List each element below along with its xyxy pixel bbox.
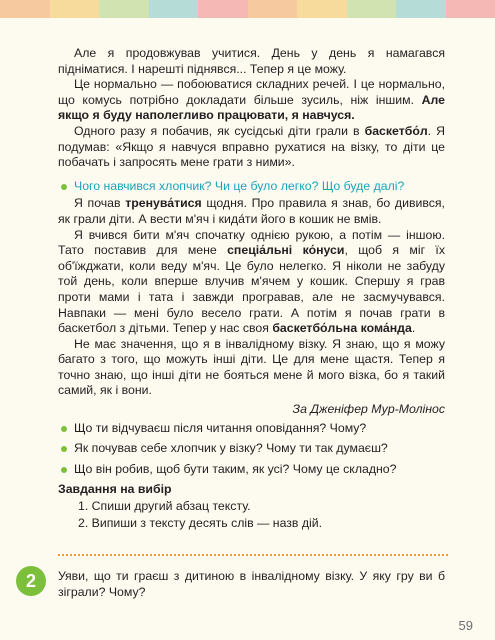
text-span: Одного разу я побачив, як сусідські діти грали в (74, 123, 365, 138)
question-text: Як почував себе хлопчик у візку? Чому ти так думаєш? (74, 441, 388, 456)
teal-question (58, 179, 445, 195)
paragraph-2 (58, 77, 445, 124)
top-color-bar (0, 0, 495, 18)
bold-text: баскетбо́л (364, 123, 428, 138)
page-number: 59 (458, 618, 473, 633)
author-attribution: За Дженіфер Мур-Молінос (292, 402, 445, 417)
paragraph-6: Не має значення, що я в інвалідному візку. Я знаю, що я можу багато з того, що можуть інші діти. Це для мене щастя. Тепер я точно знаю, що інші діти не бояться мене й мого візка, бо я такий самий, як і вони. (58, 336, 445, 398)
color-segment (149, 0, 199, 18)
task-item: 1. Спиши другий абзац тексту. (78, 499, 251, 514)
color-segment (50, 0, 100, 18)
bold-text: баскетбо́льна кома́нда (272, 321, 412, 336)
paragraph-3 (58, 124, 445, 171)
paragraph-4 (58, 196, 445, 227)
color-segment (396, 0, 446, 18)
task-item: 2. Випиши з тексту десять слів — назв дій. (78, 515, 323, 530)
exercise-number-badge: 2 (16, 566, 46, 596)
text-span: . Я подумав: «Якщо я навчуся вправно рухатися на візку, то діти це побачать і запросять мене грати з ними». (58, 123, 445, 170)
paragraph-1: Але я продовжував учитися. День у день я намагався підніматися. І нарешті піднявся... Тепер я це можу. (58, 46, 445, 76)
text-span: щодня. Про правила я знав, бо дивився, як грали діти. А вести м'яч і кида́ти його в кошик не вмів. (58, 196, 445, 226)
question-text: Що ти відчуваєш після читання оповідання? Чому? (74, 420, 367, 435)
color-segment (297, 0, 347, 18)
color-segment (99, 0, 149, 18)
color-segment (446, 0, 495, 18)
color-segment (0, 0, 50, 18)
bullet-icon (61, 426, 67, 432)
question-list (58, 421, 445, 478)
bold-text: Але якщо я буду наполегливо працювати, я навчуся. (58, 92, 445, 123)
question-item (58, 441, 445, 457)
bullet-icon (61, 184, 67, 190)
paragraph-5 (58, 228, 445, 337)
bold-text: тренува́тися (125, 196, 202, 211)
teal-question-text: Чого навчився хлопчик? Чи це було легко? Що буде далі? (74, 178, 405, 193)
question-text: Що він робив, щоб бути таким, як усі? Чому це складно? (74, 461, 397, 476)
exercise-text: Уяви, що ти граєш з дитиною в інвалідному візку. У яку гру ви б зіграли? Чому? (58, 569, 445, 599)
question-item (58, 421, 445, 437)
text-span: , щоб я міг їх об'їжджати, коли веду м'яч. Це було нелегко. Я ніколи не забуду той день, коли вперше влучив м'ячем у кошик. Спершу я грав проти мами і тата і завжди програвав, але не засмучувався. Навпаки — мені було весело грати. А потім я почав грати в баскетбол з дітьми. Тепер у нас своя (58, 243, 445, 336)
color-segment (198, 0, 248, 18)
text-span: Це нормально — побоюватися складних речей. І це нормально, що комусь потрібно докладати більше зусиль, ніж іншим. (58, 77, 445, 107)
bold-text: спеціа́льні ко́нуси (227, 243, 345, 258)
color-segment (347, 0, 397, 18)
bullet-icon (61, 446, 67, 452)
task-list (58, 499, 445, 531)
question-item (58, 462, 445, 478)
story-content (58, 46, 445, 532)
text-span: . (411, 321, 416, 336)
color-segment (248, 0, 298, 18)
text-span: Я вчився бити м'яч спочатку однією рукою, а потім — іншою. Тато поставив для мене (58, 227, 445, 258)
dotted-divider (58, 554, 448, 556)
bullet-icon (61, 467, 67, 473)
text-span: Я почав (74, 196, 126, 211)
task-title: Завдання на вибір (58, 482, 172, 497)
